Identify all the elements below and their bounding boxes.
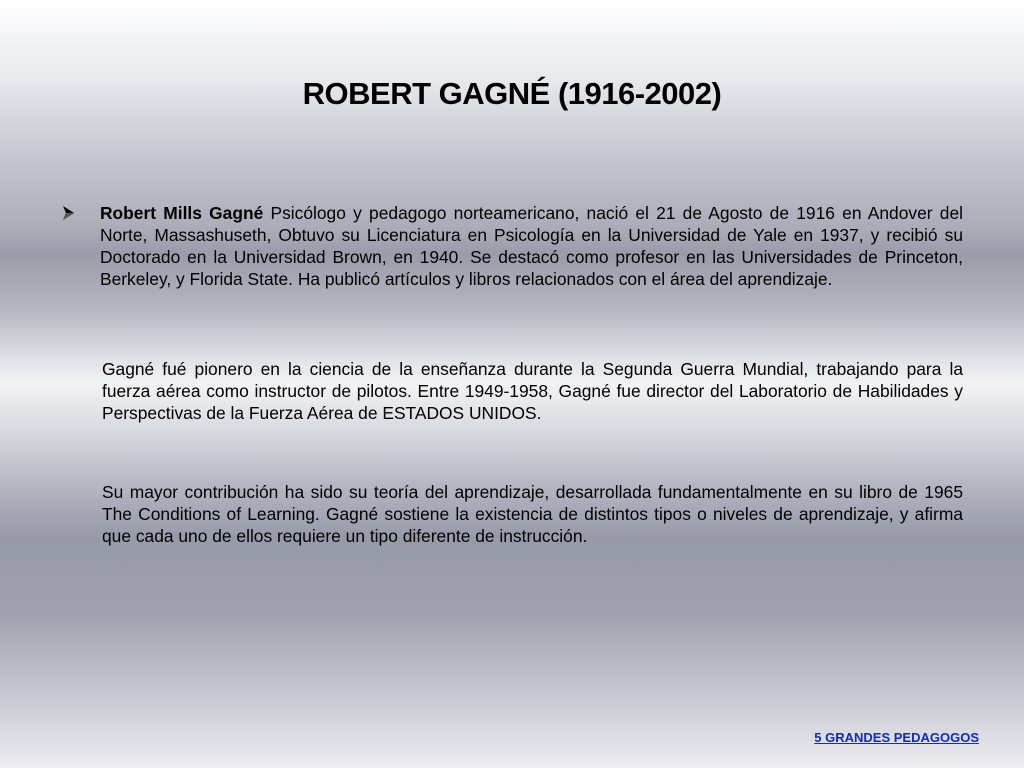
bullet-name: Robert Mills Gagné	[100, 203, 264, 223]
arrow-bullet-icon	[62, 202, 78, 227]
slide-title: ROBERT GAGNÉ (1916-2002)	[302, 76, 722, 111]
paragraph-contribution: Su mayor contribución ha sido su teoría del aprendizaje, desarrollada fundamentalmente en su libro de 1965 The Conditions of Learning. Gagné sostiene la existencia de distintos tipos o niveles de aprendizaje, y afirma que cada uno de ellos requiere un tipo diferente de instrucción.	[102, 482, 963, 546]
footer-link-grandes-pedagogos[interactable]: 5 GRANDES PEDAGOGOS	[814, 730, 979, 745]
bullet-text: Psicólogo y pedagogo norteamericano, nació el 21 de Agosto de 1916 en Andover del Norte, Massashuseth, Obtuvo su Licenciatura en Psicología en la Universidad de Yale en 1937, y recibió su Doctorado en la Universidad Brown, en 1940. Se destacó como profesor en las Universidades de Princeton, Berkeley, y Florida State. Ha publicó artículos y libros relacionados con el área del aprendizaje.	[100, 203, 963, 289]
paragraph-pioneer: Gagné fué pionero en la ciencia de la enseñanza durante la Segunda Guerra Mundial, trabajando para la fuerza aérea como instructor de pilotos. Entre 1949-1958, Gagné fue director del Laboratorio de Habilidades y Perspectivas de la Fuerza Aérea de ESTADOS UNIDOS.	[102, 359, 963, 423]
bullet-paragraph	[100, 202, 963, 290]
